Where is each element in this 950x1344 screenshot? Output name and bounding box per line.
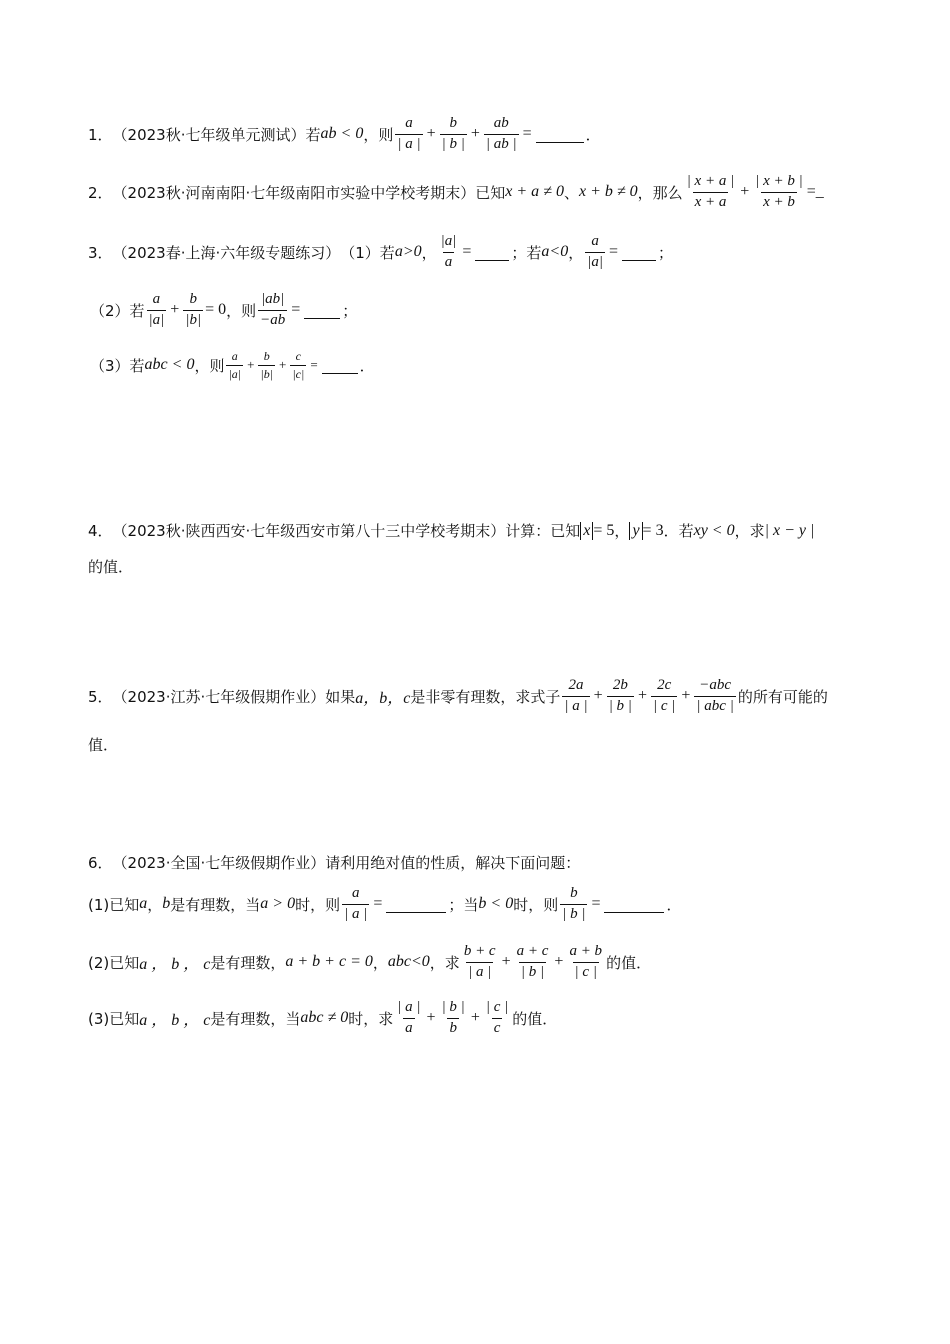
question-3-part-2: （2）若 $\frac{a}{|a|}$ + $\frac{b}{|b|}$ = 0 ，则 $\frac{|ab|}{-ab}$ = ； xyxy=(90,291,358,328)
q3-semicolon: ； xyxy=(658,243,674,262)
question-5: 5． （2023·江苏·七年级假期作业） 如果 a，b，c 是非零有理数，求式子 $\frac{2a}{| a |}$ + $\frac{2b}{| b |}$ + $\frac{2c}{| c |}$ + $\frac{\text{−abc}}{\text{| abc |}}$ 的所有可能的 xyxy=(88,677,828,714)
q3-part3-fraction-1: $\frac{a}{|a|}$ xyxy=(228,349,242,381)
q3-part2-semicolon: ； xyxy=(342,301,358,320)
q6-p2-fraction-3: $\frac{a + b}{| c |}$ xyxy=(569,943,603,980)
q6-p2-text: 是有理数， xyxy=(210,953,286,972)
q2-fraction-2: $\frac{| x + b |}{x + b}$ xyxy=(755,173,803,210)
q3-answer-blank-4[interactable] xyxy=(322,357,358,374)
q3-part3-label: （3）若 xyxy=(90,356,145,375)
q6-p3-when: 时，求 xyxy=(348,1009,394,1028)
q6-p2-end: 的值． xyxy=(606,953,652,972)
q3-condition-3: abc < 0 xyxy=(144,356,195,374)
q3-part1-label: （1）若 xyxy=(340,243,395,262)
q4-eq5: = 5 xyxy=(593,521,615,539)
q2-condition-1: x + a ≠ 0 xyxy=(505,183,564,201)
q5-source: （2023·江苏·七年级假期作业） xyxy=(112,687,326,706)
q6-intro: 请利用绝对值的性质，解决下面问题： xyxy=(325,854,581,872)
q6-p1-fraction-2: $\frac{b}{| b |}$ xyxy=(562,885,586,922)
q6-p2-condition-2: abc<0 xyxy=(387,953,430,971)
q4-number: 4． xyxy=(88,522,113,540)
q2-fraction-1: $\frac{| x + a |}{x + a}$ xyxy=(686,173,735,210)
q6-p3-vars: a ， b ， c xyxy=(139,1011,211,1029)
q2-equals: =_ xyxy=(806,183,824,201)
q1-fraction-2: $\frac{b}{| b |}$ xyxy=(441,115,465,152)
q6-p1-when-2: 时，则 xyxy=(513,895,559,914)
question-6 xyxy=(88,852,580,873)
q6-p2-fraction-1: $\frac{b + c}{| a |}$ xyxy=(463,943,496,980)
q6-p1-when: 时，则 xyxy=(295,895,341,914)
q5-number: 5． xyxy=(88,687,113,706)
q1-number: 1． xyxy=(88,125,113,144)
q3-number: 3． xyxy=(88,243,113,262)
q1-answer-blank[interactable] xyxy=(536,126,584,143)
q2-condition-2: x + b ≠ 0 xyxy=(578,183,638,201)
q6-p1-condition-2: b < 0 xyxy=(478,895,514,913)
q4-line2: 的值． xyxy=(88,558,134,576)
q6-p1-semi: ；当 xyxy=(448,895,479,914)
q5-fraction-4: $\frac{\text{−abc}}{\text{| abc |}}$ xyxy=(696,677,734,714)
q6-p3-condition: abc ≠ 0 xyxy=(300,1009,349,1027)
q1-fraction-3: $\frac{ab}{| ab |}$ xyxy=(485,115,517,152)
q6-p2-vars: a ， b ， c xyxy=(139,955,211,973)
q4-abs-y: y xyxy=(629,522,642,540)
q3-fraction-2: $\frac{a}{|a|}$ xyxy=(587,233,603,270)
q3-part2-fraction-1: $\frac{a}{|a|}$ xyxy=(148,291,165,328)
q2-source: （2023秋·河南南阳·七年级南阳市实验中学校考期末） xyxy=(112,183,476,202)
q6-p3-fraction-1: $\frac{| a |}{a}$ xyxy=(397,999,421,1036)
q6-p2-condition-1: a + b + c = 0 xyxy=(285,953,373,971)
q6-p3-pre: (3)已知 xyxy=(88,1009,140,1028)
question-5-line-2 xyxy=(88,734,118,755)
question-1: 1． （2023秋·七年级单元测试） 若 ab < 0 ，则 $\frac{a}{| a |}$ + $\frac{b}{| b |}$ + $\frac{ab}{| ab |}$ = ． xyxy=(88,115,601,152)
q3-mid: ；若 xyxy=(511,243,542,262)
q3-answer-blank-1[interactable] xyxy=(475,244,509,261)
q6-p1-pre: (1)已知 xyxy=(88,895,140,914)
q3-part3-fraction-3: $\frac{c}{|c|}$ xyxy=(292,349,305,381)
question-6-part-2: (2)已知 a ， b ， c 是有理数， a + b + c = 0 ， abc<0 ，求 $\frac{b + c}{| a |}$ + $\frac{a + c}{| b |}$ + $\frac{a + b}{| c |}$ 的值． xyxy=(88,943,652,980)
q3-eq0: = 0 xyxy=(205,301,227,319)
q3-source: （2023春·上海·六年级专题练习） xyxy=(112,243,341,262)
question-6-part-1: (1)已知 a ， b 是有理数，当 a > 0 时，则 $\frac{a}{| a |}$ = ；当 b < 0 时，则 $\frac{b}{| b |}$ = ． xyxy=(88,885,682,922)
q3-fraction-1: $\frac{|a|}{a}$ xyxy=(440,233,457,270)
q6-p1-mid: ， xyxy=(147,895,163,914)
question-3-part-3: （3）若 abc < 0 ，则 $\frac{a}{|a|}$ + $\frac{b}{|b|}$ + $\frac{c}{|c|}$ = ． xyxy=(90,349,375,381)
q6-p2-fraction-2: $\frac{a + c}{| b |}$ xyxy=(516,943,549,980)
q6-p1-b: b xyxy=(162,895,171,913)
q2-known: 已知 xyxy=(475,183,506,202)
q1-then: ，则 xyxy=(363,125,394,144)
question-6-part-3: (3)已知 a ， b ， c 是有理数，当 abc ≠ 0 时，求 $\frac{| a |}{a}$ + $\frac{| b |}{b}$ + $\frac{| c |}{c}$ 的值． xyxy=(88,999,558,1036)
q4-text1: 计算：已知 xyxy=(505,522,581,540)
q5-fraction-1: $\frac{2a}{| a |}$ xyxy=(564,677,588,714)
q6-answer-blank-1[interactable] xyxy=(386,896,446,913)
q2-number: 2． xyxy=(88,183,113,202)
q5-text3: 的所有可能的 xyxy=(737,687,828,706)
q5-vars: a，b，c xyxy=(355,689,411,707)
q5-text1: 如果 xyxy=(325,687,356,706)
q6-p3-fraction-2: $\frac{| b |}{b}$ xyxy=(441,999,465,1036)
q3-answer-blank-2[interactable] xyxy=(622,244,656,261)
q6-p3-fraction-3: $\frac{| c |}{c}$ xyxy=(485,999,509,1036)
q3-then3: ，则 xyxy=(194,356,225,375)
q6-p3-end: 的值． xyxy=(512,1009,558,1028)
q6-p1-condition-1: a > 0 xyxy=(260,895,296,913)
q6-source: （2023·全国·七年级假期作业） xyxy=(112,854,326,872)
q6-p1-a: a xyxy=(139,895,148,913)
q3-end: ． xyxy=(359,356,375,375)
q6-number: 6． xyxy=(88,854,113,872)
question-4-line-2 xyxy=(88,556,133,577)
q1-condition: ab < 0 xyxy=(320,125,364,143)
q3-answer-blank-3[interactable] xyxy=(304,302,340,319)
q3-part3-fraction-2: $\frac{b}{|b|}$ xyxy=(260,349,274,381)
q5-fraction-3: $\frac{2c}{| c |}$ xyxy=(652,677,676,714)
q6-p1-end: ． xyxy=(666,895,682,914)
q1-fraction-1: $\frac{a}{| a |}$ xyxy=(397,115,421,152)
q3-part2-label: （2）若 xyxy=(90,301,145,320)
q4-condition: xy < 0 xyxy=(693,521,735,539)
q6-p3-text: 是有理数，当 xyxy=(210,1009,301,1028)
q4-eq3: = 3 xyxy=(642,521,664,539)
q4-text2: ．若 xyxy=(663,522,694,540)
q2-then: ，那么 xyxy=(637,183,683,202)
q6-p2-seek: ，求 xyxy=(429,953,460,972)
q4-abs-x: x xyxy=(580,522,593,540)
q4-comma: ， xyxy=(614,522,630,540)
q6-p2-pre: (2)已知 xyxy=(88,953,140,972)
q3-condition-2: a<0 xyxy=(541,243,569,261)
q1-end: ． xyxy=(585,125,601,144)
question-4 xyxy=(88,520,814,541)
q3-condition-1: a>0 xyxy=(394,243,422,261)
q6-p1-text: 是有理数，当 xyxy=(170,895,261,914)
q3-part2-fraction-3: $\frac{|ab|}{-ab}$ xyxy=(260,291,286,328)
question-2: 2． （2023秋·河南南阳·七年级南阳市实验中学校考期末） 已知 x + a ≠ 0 、 x + b ≠ 0 ，那么 $\frac{| x + a |}{x + a}$ + $\frac{| x + b |}{x + b}$ =_ xyxy=(88,173,824,210)
q1-cond-pre: 若 xyxy=(305,125,321,144)
q5-fraction-2: $\frac{2b}{| b |}$ xyxy=(608,677,632,714)
q1-source: （2023秋·七年级单元测试） xyxy=(112,125,306,144)
q6-answer-blank-2[interactable] xyxy=(604,896,664,913)
question-3-part-1: 3． （2023春·上海·六年级专题练习） （1）若 a>0 ， $\frac{|a|}{a}$ = ；若 a<0 ， $\frac{a}{|a|}$ = ； xyxy=(88,233,674,270)
q6-p1-fraction-1: $\frac{a}{| a |}$ xyxy=(344,885,368,922)
q5-line2: 值． xyxy=(88,736,119,754)
q5-text2: 是非零有理数，求式子 xyxy=(410,687,561,706)
q3-part2-fraction-2: $\frac{b}{|b|}$ xyxy=(185,291,202,328)
q4-target: | x − y | xyxy=(764,521,815,539)
q4-source: （2023秋·陕西西安·七年级西安市第八十三中学校考期末） xyxy=(112,522,506,540)
q2-sep: 、 xyxy=(563,183,579,202)
q4-text3: ，求 xyxy=(734,522,765,540)
q3-then2: ，则 xyxy=(226,301,257,320)
